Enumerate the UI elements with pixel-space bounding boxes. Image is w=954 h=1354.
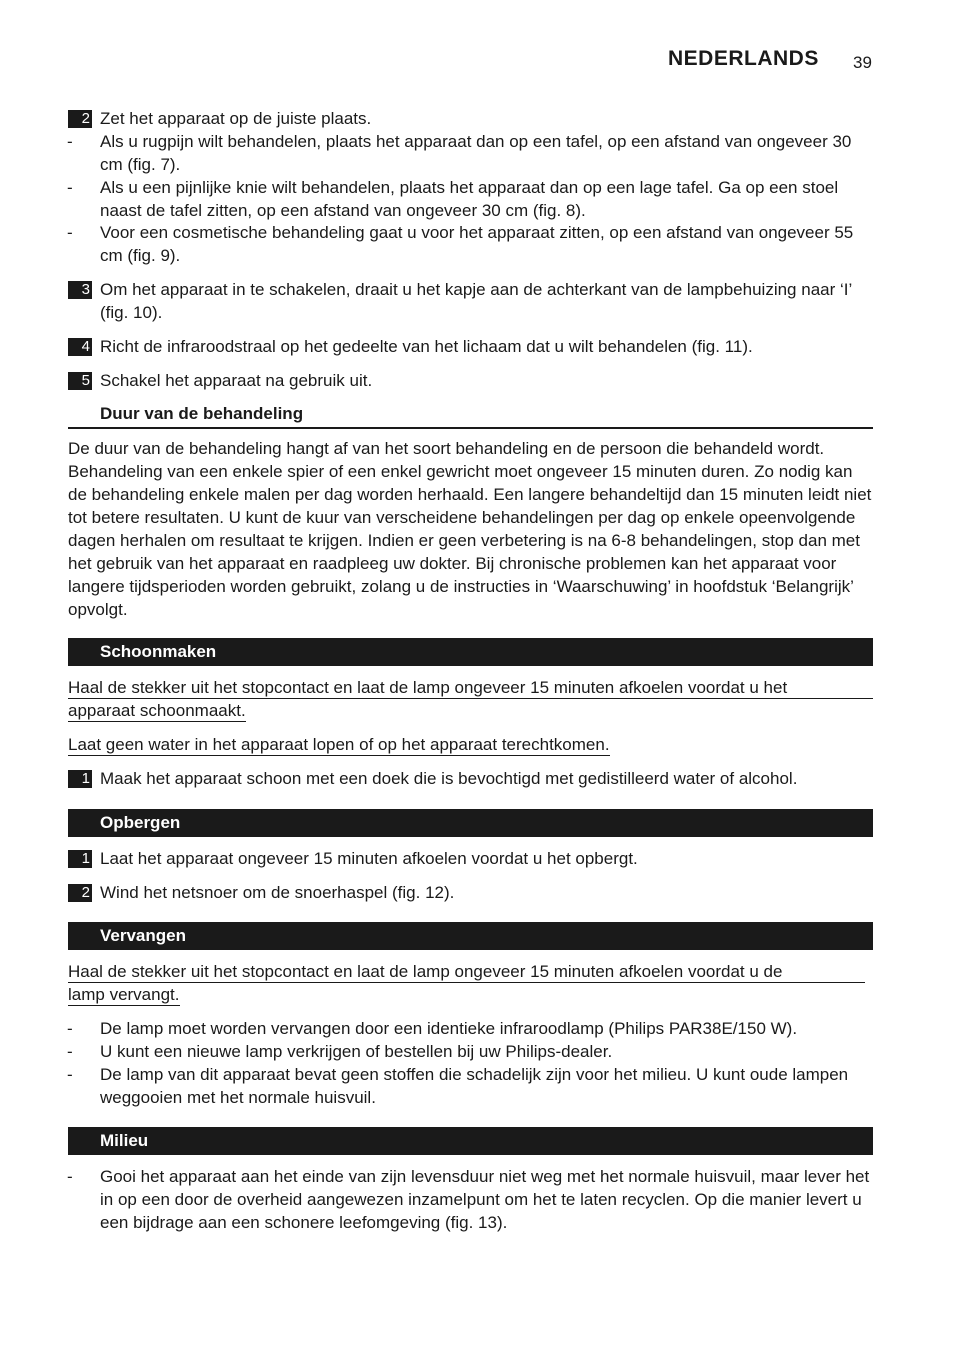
step-text: Maak het apparaat schoon met een doek die is bevochtigd met gedistilleerd water of alcohol. — [100, 769, 798, 788]
list-item: Als u een pijnlijke knie wilt behandelen, plaats het apparaat dan op een lage tafel. Ga op een stoel naast de tafel zitten, op een afstand van ongeveer 30 cm (fig. 8). — [100, 178, 839, 220]
warning-line: Laat geen water in het apparaat lopen of op het apparaat terechtkomen. — [68, 735, 610, 754]
page-number: 39 — [853, 53, 872, 72]
warning-line: apparaat schoonmaakt. — [68, 701, 246, 720]
bullet-dash: - — [67, 132, 73, 151]
section-bar-cleaning — [68, 638, 873, 666]
step-number: 5 — [68, 372, 92, 390]
list-item: U kunt een nieuwe lamp verkrijgen of bestellen bij uw Philips-dealer. — [100, 1042, 613, 1061]
warning-line: Haal de stekker uit het stopcontact en laat de lamp ongeveer 15 minuten afkoelen voordat u het — [68, 678, 788, 697]
step-text: Schakel het apparaat na gebruik uit. — [100, 371, 373, 390]
section-bar-replacement — [68, 922, 873, 950]
bullet-dash: - — [67, 1019, 73, 1038]
list-item: Voor een cosmetische behandeling gaat u voor het apparaat zitten, op een afstand van ongeveer 55 cm (fig. 9). — [100, 223, 854, 265]
step-number: 2 — [68, 110, 92, 128]
bullet-dash: - — [67, 1065, 73, 1084]
section-bar-environment — [68, 1127, 873, 1155]
step-text: Zet het apparaat op de juiste plaats. — [100, 109, 372, 128]
warning-underline — [68, 982, 865, 983]
bullet-dash: - — [67, 1167, 73, 1186]
cleaning-warning-2 — [68, 733, 874, 756]
section-bar-storage — [68, 809, 873, 837]
heading-rule — [68, 427, 873, 429]
warning-underline — [68, 698, 873, 699]
list-item: Gooi het apparaat aan het einde van zijn levensduur niet weg met het normale huisvuil, maar lever het in op een door de overheid aangewezen inzamelpunt om het te laten recyclen. Op die manier levert u een bijdrage aan een schonere leefomgeving (fig. 13). — [100, 1167, 870, 1232]
step-text: Wind het netsnoer om de snoerhaspel (fig. 12). — [100, 883, 455, 902]
step-number: 1 — [68, 850, 92, 868]
step-text: Laat het apparaat ongeveer 15 minuten afkoelen voordat u het opbergt. — [100, 849, 638, 868]
step-number: 3 — [68, 281, 92, 299]
section-heading: Opbergen — [100, 813, 181, 832]
list-item: De lamp van dit apparaat bevat geen stoffen die schadelijk zijn voor het milieu. U kunt oude lampen weggooien met het normale huisvuil. — [100, 1065, 849, 1107]
step-text: Richt de infraroodstraal op het gedeelte van het lichaam dat u wilt behandelen (fig. 11). — [100, 337, 753, 356]
bullet-dash: - — [67, 223, 73, 242]
list-item: De lamp moet worden vervangen door een identieke infraroodlamp (Philips PAR38E/150 W). — [100, 1019, 798, 1038]
step-number: 2 — [68, 884, 92, 902]
section-heading: Milieu — [100, 1131, 149, 1150]
language-label: NEDERLANDS — [668, 47, 819, 70]
duration-heading: Duur van de behandeling — [100, 404, 304, 423]
section-heading: Schoonmaken — [100, 642, 217, 661]
bullet-dash: - — [67, 178, 73, 197]
replacement-warning — [68, 960, 874, 1006]
step-text: Om het apparaat in te schakelen, draait u het kapje aan de achterkant van de lampbehuizing naar ‘I’ (fig. 10). — [100, 280, 852, 322]
bullet-dash: - — [67, 1042, 73, 1061]
list-item: Als u rugpijn wilt behandelen, plaats het apparaat dan op een tafel, op een afstand van ongeveer 30 cm (fig. 7). — [100, 132, 852, 174]
warning-line: lamp vervangt. — [68, 985, 180, 1004]
duration-paragraph: De duur van de behandeling hangt af van het soort behandeling en de persoon die behandeld wordt. Behandeling van een enkele spier of een enkel gewricht moet ongeveer 15 minuten duren. Zo nodig kan de behandeling enkele malen per dag worden herhaald. Een langere behandeltijd dan 15 minuten leidt niet tot betere resultaten. U kunt de kuur van verscheidene behandelingen per dag op enkele opeenvolgende dagen herhalen om resultaat te krijgen. Indien er geen verbetering is na 6-8 behandelingen, stop dan met het gebruik van het apparaat en raadpleeg uw dokter. Bij chronische problemen kan het apparaat voor langere tijdsperioden worden gebruikt, zolang u de instructies in ‘Waarschuwing’ in hoofdstuk ‘Belangrijk’ opvolgt. — [68, 439, 872, 619]
step-number: 1 — [68, 770, 92, 788]
step-number: 4 — [68, 338, 92, 356]
cleaning-warning-1 — [68, 676, 874, 722]
warning-line: Haal de stekker uit het stopcontact en laat de lamp ongeveer 15 minuten afkoelen voordat u de — [68, 962, 783, 981]
section-heading: Vervangen — [100, 926, 186, 945]
